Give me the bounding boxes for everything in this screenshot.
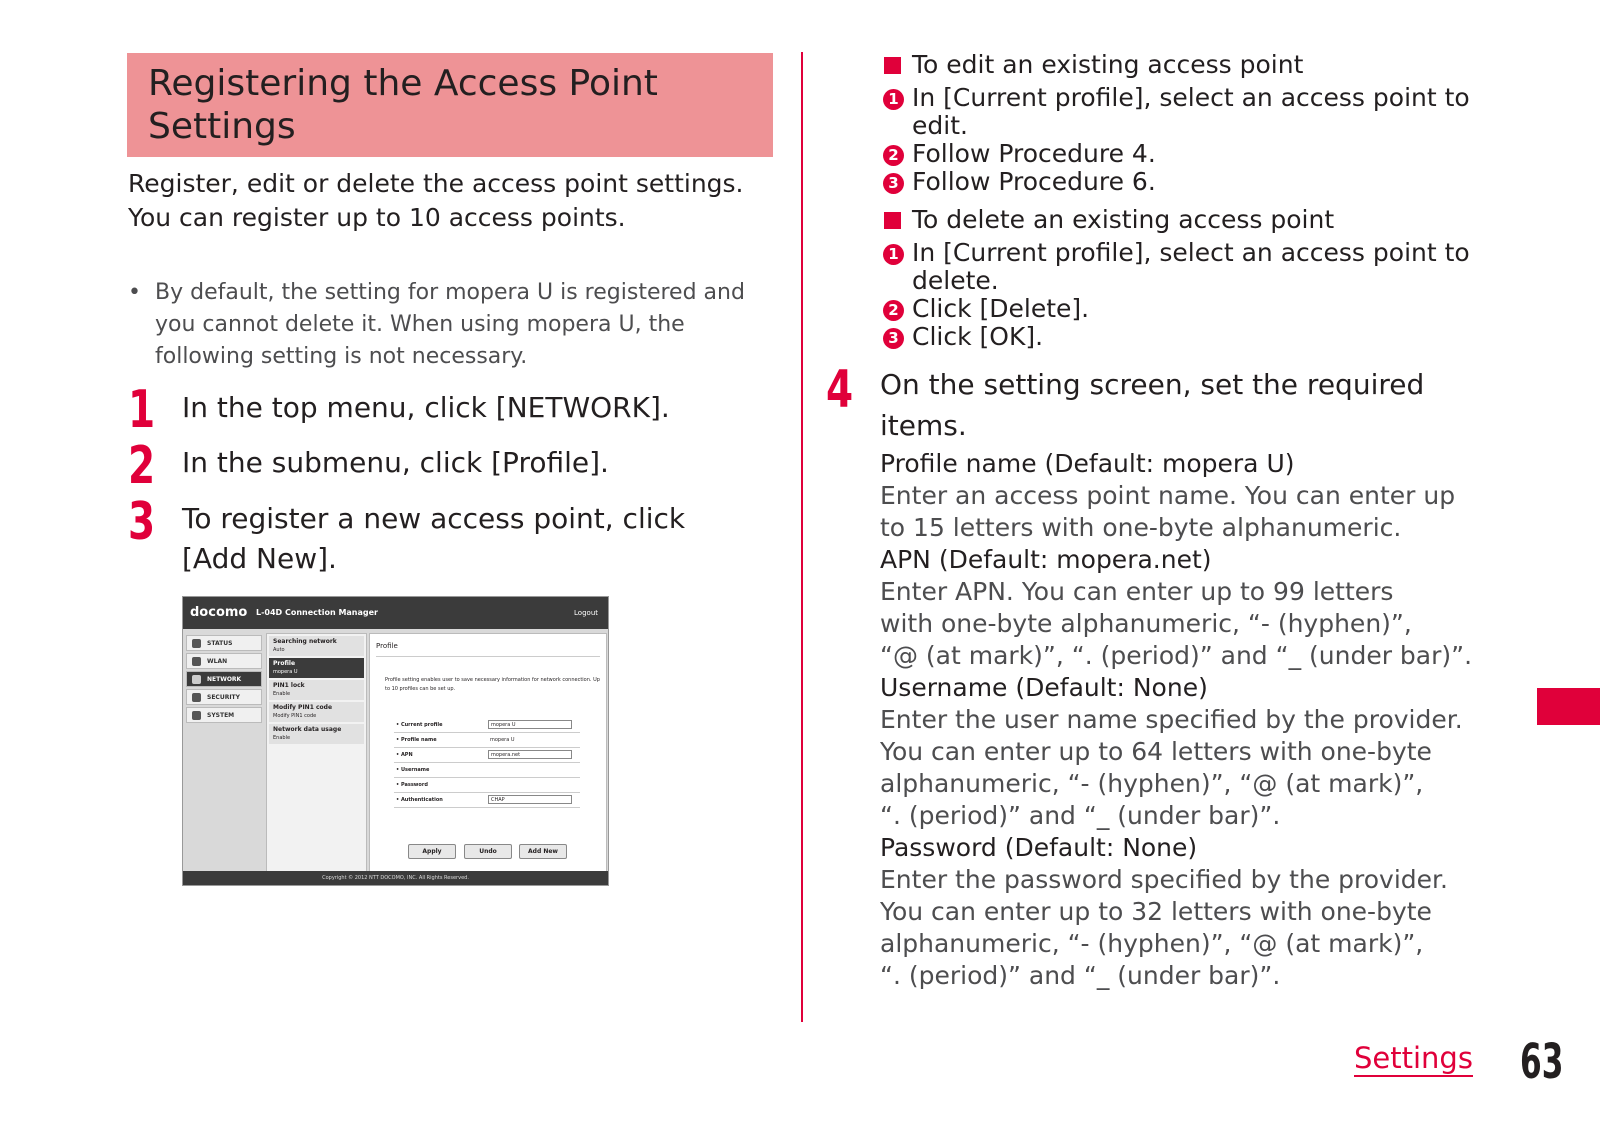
step-number: 3 [128,492,156,552]
connection-manager-screenshot [182,596,609,886]
edit-heading: To edit an existing access point [912,50,1304,79]
home-icon [192,639,201,648]
setting-desc-line: “@ (at mark)”, “. (period)” and “_ (under bar)”. [880,641,1473,670]
setting-desc-line: “. (period)” and “_ (under bar)”. [880,961,1281,990]
delete-step: Click [OK]. [912,322,1044,351]
section-index-tab [1537,688,1600,725]
current-profile-select[interactable]: mopera U [488,720,572,729]
section-footer-label: Settings [1354,1041,1473,1075]
system-icon [192,711,201,720]
nav-item-system[interactable]: SYSTEM [186,707,262,723]
settings-list [880,448,1520,992]
note-bullet: • By default, the setting for mopera U is registered and you cannot delete it. When using mopera U, the following setting is not necessary. [128,277,778,373]
profile-name-value: mopera U [490,737,515,743]
delete-step: In [Current profile], select an access point to delete. [912,238,1470,295]
edit-step: Follow Procedure 4. [912,139,1156,168]
setting-desc-line: with one-byte alphanumeric, “- (hyphen)”, [880,609,1412,638]
square-bullet-icon [884,57,901,74]
delete-step: Click [Delete]. [912,294,1090,323]
step-number: 1 [128,380,156,440]
divider [376,656,600,657]
apn-input[interactable]: mopera.net [488,750,572,759]
square-bullet-icon [884,212,901,229]
form-row: • Authentication CHAP [394,793,580,808]
nav-item-network[interactable]: NETWORK [186,671,262,687]
panel-title: Profile [376,642,398,650]
submenu-item[interactable]: Modify PIN1 code Modify PIN1 code [269,702,364,722]
step-text: In the top menu, click [NETWORK]. [182,391,670,424]
circle-number-icon: 1 [883,89,904,110]
screenshot-header [183,597,608,629]
circle-number-icon: 3 [883,328,904,349]
screenshot-footer: Copyright © 2012 NTT DOCOMO, INC. All Rights Reserved. [183,871,608,885]
page-number: 63 [1520,1034,1564,1090]
step-number: 4 [826,360,854,420]
delete-heading: To delete an existing access point [912,205,1335,234]
screenshot-main-panel [369,633,607,883]
panel-description: Profile setting enables user to save necessary information for network connection. Up to 10 profiles can be set up. [385,677,600,692]
circle-number-icon: 2 [883,300,904,321]
circle-number-icon: 3 [883,173,904,194]
apply-button[interactable]: Apply [408,844,456,859]
form-row: • Username [394,763,580,778]
submenu-item[interactable]: PIN1 lock Enable [269,680,364,700]
form-row: • Current profile mopera U [394,718,580,733]
edit-step: Follow Procedure 6. [912,167,1156,196]
setting-desc-line: to 15 letters with one-byte alphanumeric. [880,513,1402,542]
submenu-item-profile[interactable]: Profile mopera U [269,658,364,678]
setting-desc-line: alphanumeric, “- (hyphen)”, “@ (at mark)”, [880,769,1424,798]
screenshot-submenu [266,633,367,883]
nav-item-security[interactable]: SECURITY [186,689,262,705]
app-title: L-04D Connection Manager [256,608,378,617]
setting-label: Password (Default: None) [880,833,1198,862]
edit-step: In [Current profile], select an access point to edit. [912,83,1470,140]
circle-number-icon: 1 [883,244,904,265]
setting-desc-line: You can enter up to 64 letters with one-byte [880,737,1432,766]
form-row: • Profile name mopera U [394,733,580,748]
setting-label: Profile name (Default: mopera U) [880,449,1295,478]
setting-label: APN (Default: mopera.net) [880,545,1212,574]
submenu-item[interactable]: Searching network Auto [269,636,364,656]
authentication-select[interactable]: CHAP [488,795,572,804]
docomo-logo: docomo [190,605,248,620]
submenu-item[interactable]: Network data usage Enable [269,724,364,744]
setting-desc-line: Enter the password specified by the provider. [880,865,1448,894]
setting-desc-line: “. (period)” and “_ (under bar)”. [880,801,1281,830]
step-text: In the submenu, click [Profile]. [182,446,609,479]
form-row: • Password [394,778,580,793]
step-number: 2 [128,436,156,496]
key-icon [192,693,201,702]
setting-desc-line: You can enter up to 32 letters with one-byte [880,897,1432,926]
setting-desc-line: alphanumeric, “- (hyphen)”, “@ (at mark)”, [880,929,1424,958]
screenshot-nav [186,635,262,725]
bullet-dot-icon: • [128,280,141,305]
logout-link[interactable]: Logout [574,609,598,617]
column-divider [801,52,803,1022]
undo-button[interactable]: Undo [464,844,512,859]
step-text: To register a new access point, click [Add New]. [182,502,686,575]
setting-desc-line: Enter an access point name. You can enter up [880,481,1456,510]
step-text: On the setting screen, set the required items. [880,368,1425,442]
setting-desc-line: Enter the user name specified by the provider. [880,705,1463,734]
network-icon [192,675,201,684]
setting-desc-line: Enter APN. You can enter up to 99 letters [880,577,1394,606]
add-new-button[interactable]: Add New [519,844,567,859]
circle-number-icon: 2 [883,145,904,166]
page-title: Registering the Access Point Settings [148,63,658,147]
setting-label: Username (Default: None) [880,673,1208,702]
wifi-icon [192,657,201,666]
nav-item-wlan[interactable]: WLAN [186,653,262,669]
intro-text: Register, edit or delete the access point settings. You can register up to 10 access points. [128,169,744,232]
form-row: • APN mopera.net [394,748,580,763]
nav-item-status[interactable]: STATUS [186,635,262,651]
